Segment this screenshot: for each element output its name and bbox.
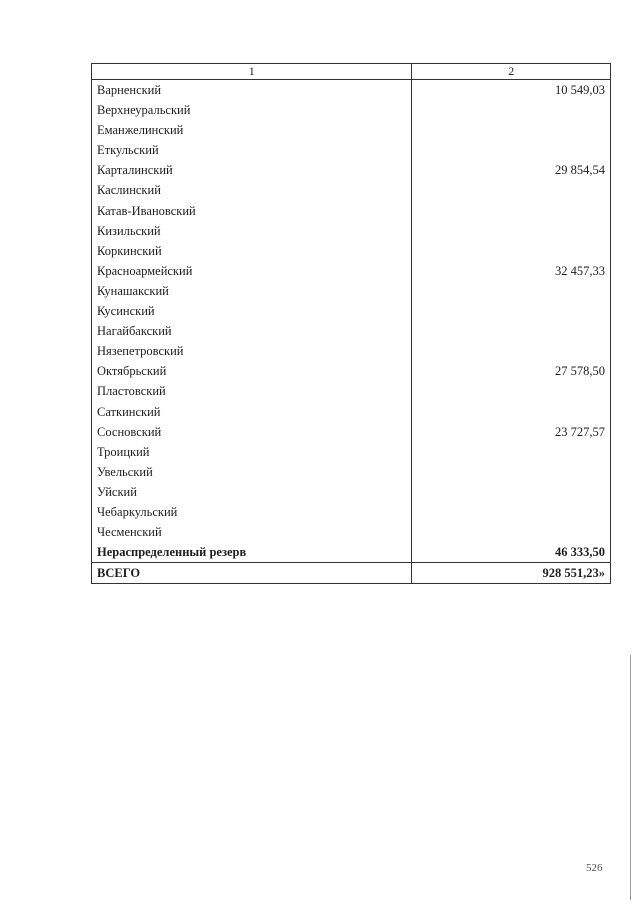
table-row: [92, 402, 611, 422]
table-row: [92, 381, 611, 401]
amount-cell: [412, 502, 611, 522]
district-name-cell: Кизильский: [92, 221, 412, 241]
amount-cell: [412, 100, 611, 120]
amount-cell: [412, 241, 611, 261]
district-name-cell: Нераспределенный резерв: [92, 542, 412, 563]
amount-cell: [412, 180, 611, 200]
total-row: [92, 563, 611, 584]
table-row: [92, 522, 611, 542]
amount-cell: [412, 301, 611, 321]
district-name-cell: Кунашакский: [92, 281, 412, 301]
table-row: [92, 462, 611, 482]
amount-cell: [412, 402, 611, 422]
table-row: [92, 180, 611, 200]
district-name-cell: Еткульский: [92, 140, 412, 160]
amount-cell: 928 551,23»: [412, 563, 611, 584]
table-row: [92, 361, 611, 381]
table-row: [92, 482, 611, 502]
amount-cell: [412, 281, 611, 301]
district-name-cell: Увельский: [92, 462, 412, 482]
table-row: [92, 120, 611, 140]
district-name-cell: Верхнеуральский: [92, 100, 412, 120]
amount-cell: [412, 321, 611, 341]
district-name-cell: Кусинский: [92, 301, 412, 321]
table-row: [92, 502, 611, 522]
district-name-cell: Катав-Ивановский: [92, 201, 412, 221]
district-name-cell: Варненский: [92, 80, 412, 101]
amount-cell: 27 578,50: [412, 361, 611, 381]
amount-cell: [412, 140, 611, 160]
amount-cell: [412, 522, 611, 542]
table-row: [92, 442, 611, 462]
table-row: [92, 301, 611, 321]
table-body: [92, 80, 611, 584]
table-row: [92, 241, 611, 261]
amount-cell: [412, 221, 611, 241]
amount-cell: 46 333,50: [412, 542, 611, 563]
column-header-2: 2: [412, 64, 611, 80]
amount-cell: [412, 381, 611, 401]
amount-cell: [412, 341, 611, 361]
table-row: [92, 221, 611, 241]
scan-edge-line: [630, 655, 631, 900]
table-row: [92, 160, 611, 180]
district-name-cell: ВСЕГО: [92, 563, 412, 584]
district-name-cell: Коркинский: [92, 241, 412, 261]
amount-cell: [412, 462, 611, 482]
district-allocation-table: [91, 63, 611, 584]
district-name-cell: Нагайбакский: [92, 321, 412, 341]
district-name-cell: Нязепетровский: [92, 341, 412, 361]
district-name-cell: Красноармейский: [92, 261, 412, 281]
amount-cell: 23 727,57: [412, 422, 611, 442]
district-name-cell: Каслинский: [92, 180, 412, 200]
table-row: [92, 261, 611, 281]
district-name-cell: Уйский: [92, 482, 412, 502]
page-number: 526: [586, 862, 603, 874]
district-name-cell: Чесменский: [92, 522, 412, 542]
table-row: [92, 201, 611, 221]
district-name-cell: Саткинский: [92, 402, 412, 422]
district-name-cell: Пластовский: [92, 381, 412, 401]
amount-cell: [412, 442, 611, 462]
table-row: [92, 140, 611, 160]
amount-cell: [412, 120, 611, 140]
table-row: [92, 281, 611, 301]
district-name-cell: Карталинский: [92, 160, 412, 180]
amount-cell: [412, 201, 611, 221]
district-name-cell: Еманжелинский: [92, 120, 412, 140]
amount-cell: 10 549,03: [412, 80, 611, 101]
table-row: [92, 321, 611, 341]
amount-cell: 29 854,54: [412, 160, 611, 180]
district-name-cell: Сосновский: [92, 422, 412, 442]
district-name-cell: Троицкий: [92, 442, 412, 462]
district-name-cell: Октябрьский: [92, 361, 412, 381]
table-row: [92, 341, 611, 361]
amount-cell: 32 457,33: [412, 261, 611, 281]
amount-cell: [412, 482, 611, 502]
district-name-cell: Чебаркульский: [92, 502, 412, 522]
table-row: [92, 422, 611, 442]
table-row: [92, 100, 611, 120]
reserve-row: [92, 542, 611, 563]
table-header-row: [92, 64, 611, 80]
column-header-1: 1: [92, 64, 412, 80]
table-row: [92, 80, 611, 101]
